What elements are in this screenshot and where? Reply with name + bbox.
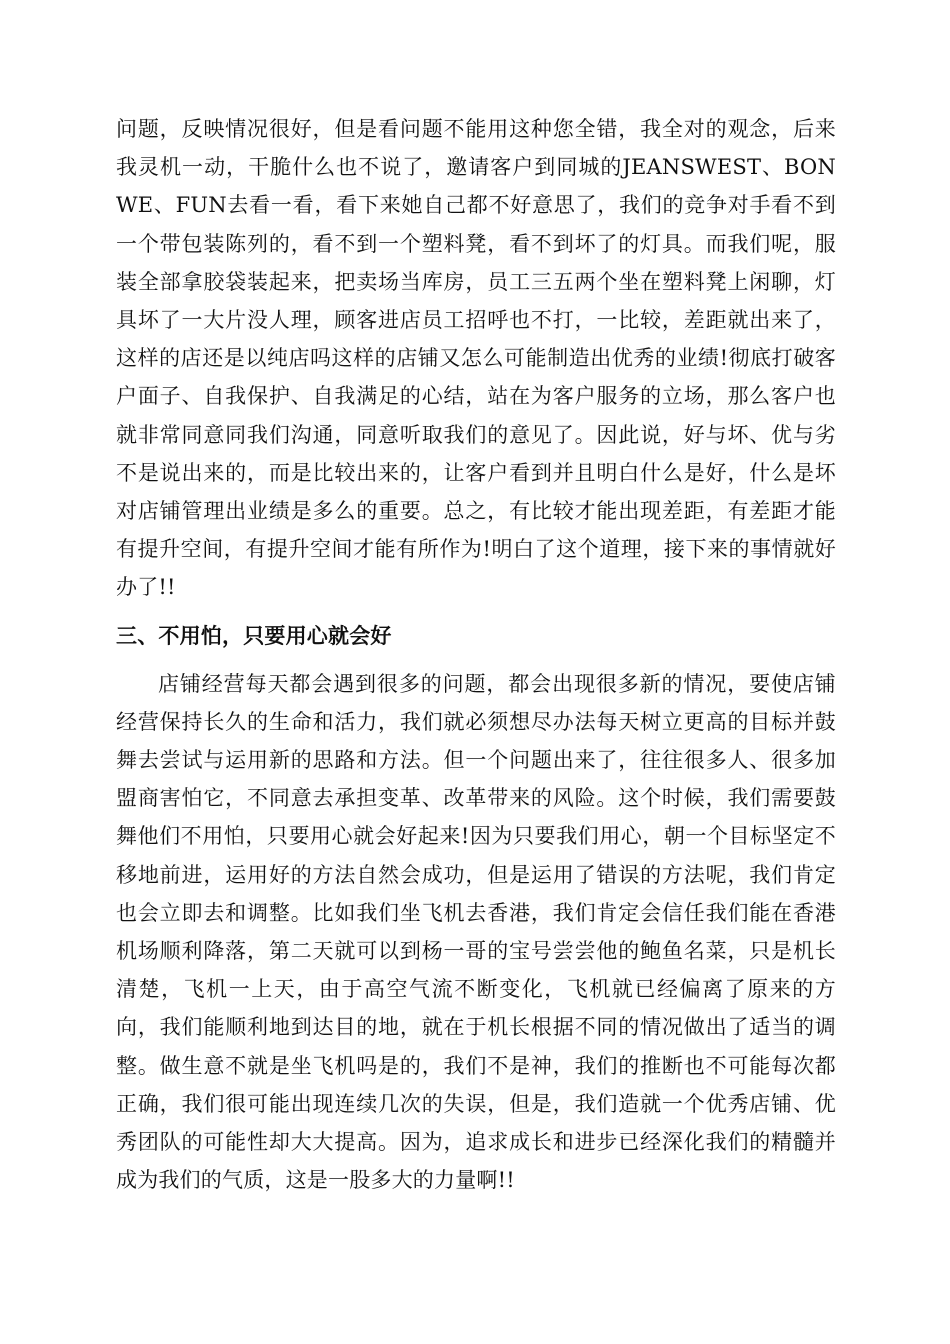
section-heading-three: 三、不用怕，只要用心就会好 (116, 623, 392, 648)
document-body (116, 110, 836, 1199)
body-paragraph-no-fear: 店铺经营每天都会遇到很多的问题，都会出现很多新的情况，要使店铺经营保持长久的生命和活力，我们就必须想尽办法每天树立更高的目标并鼓舞去尝试与运用新的思路和方法。但一个问题出来了，往往很多人、很多加盟商害怕它，不同意去承担变革、改革带来的风险。这个时候，我们需要鼓舞他们不用怕，只要用心就会好起来!因为只要我们用心，朝一个目标坚定不移地前进，运用好的方法自然会成功，但是运用了错误的方法呢，我们肯定也会立即去和调整。比如我们坐飞机去香港，我们肯定会信任我们能在香港机场顺利降落，第二天就可以到杨一哥的宝号尝尝他的鲍鱼名菜，只是机长清楚，飞机一上天，由于高空气流不断变化，飞机就已经偏离了原来的方向，我们能顺利地到达目的地，就在于机长根据不同的情况做出了适当的调整。做生意不就是坐飞机吗是的，我们不是神，我们的推断也不可能每次都正确，我们很可能出现连续几次的失误，但是，我们造就一个优秀店铺、优秀团队的可能性却大大提高。因为，追求成长和进步已经深化我们的精髓并成为我们的气质，这是一股多大的力量啊!! (116, 671, 836, 1193)
body-paragraph-comparison: 问题，反映情况很好，但是看问题不能用这种您全错，我全对的观念，后来我灵机一动，干脆什么也不说了，邀请客户到同城的JEANSWEST、BONWE、FUN去看一看，看下来她自己都不好意思了，我们的竞争对手看不到一个带包装陈列的，看不到一个塑料凳，看不到坏了的灯具。而我们呢，服装全部拿胶袋装起来，把卖场当库房，员工三五两个坐在塑料凳上闲聊，灯具坏了一大片没人理，顾客进店员工招呼也不打，一比较，差距就出来了，这样的店还是以纯店吗这样的店铺又怎么可能制造出优秀的业绩!彻底打破客户面子、自我保护、自我满足的心结，站在为客户服务的立场，那么客户也就非常同意同我们沟通，同意听取我们的意见了。因此说，好与坏、优与劣不是说出来的，而是比较出来的，让客户看到并且明白什么是好，什么是坏对店铺管理出业绩是多么的重要。总之，有比较才能出现差距，有差距才能有提升空间，有提升空间才能有所作为!明白了这个道理，接下来的事情就好办了!! (116, 117, 836, 600)
